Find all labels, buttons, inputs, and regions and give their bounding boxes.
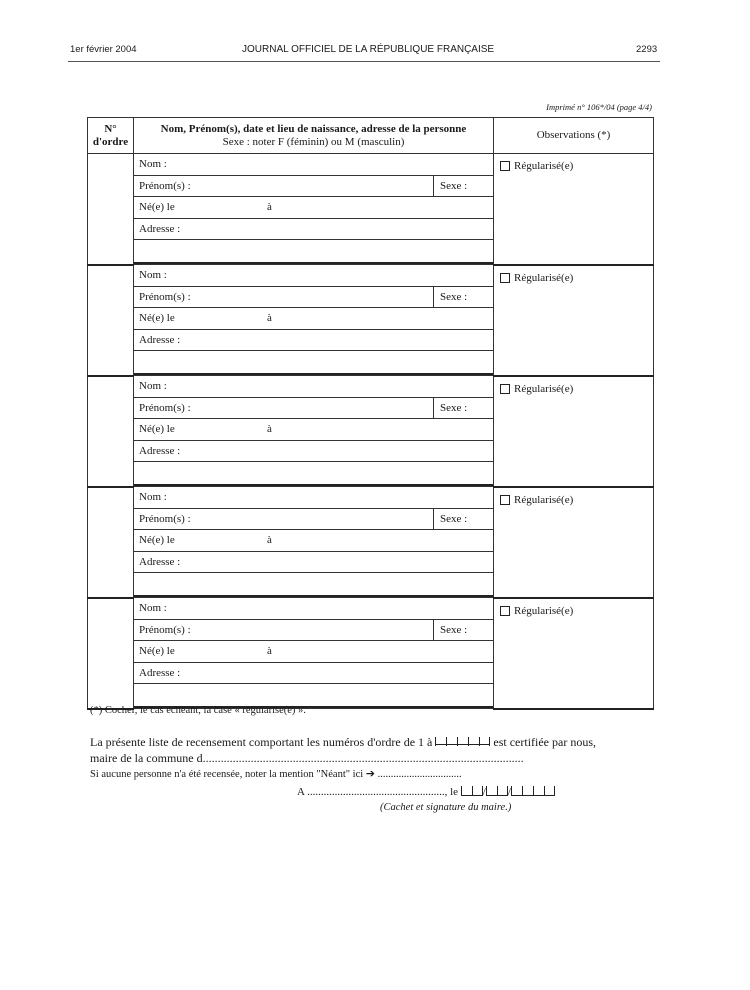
certification-line-1 — [90, 735, 596, 750]
nom-label: Nom : — [139, 491, 167, 504]
place-date-line: A .................................................., le / / — [297, 786, 555, 798]
col-person-line1: Nom, Prénom(s), date et lieu de naissance, adresse de la personne — [160, 123, 467, 136]
ne-le-label: Né(e) le — [139, 534, 175, 547]
regularise-checkbox[interactable] — [500, 161, 510, 171]
adresse-label: Adresse : — [139, 223, 181, 236]
col-number-line1: N° — [104, 123, 117, 136]
table-header-row — [88, 118, 654, 154]
col-header-observations: Observations (*) — [494, 118, 654, 154]
adresse-continuation-line[interactable] — [134, 240, 493, 262]
order-number-cell[interactable] — [88, 265, 134, 376]
observations-cell — [494, 154, 654, 265]
certification-line-2: maire de la commune d........................................................................................................... — [90, 751, 524, 765]
order-number-cell[interactable] — [88, 598, 134, 709]
person-fields-cell — [134, 487, 494, 598]
adresse-continuation-line[interactable] — [134, 684, 493, 706]
adresse-label: Adresse : — [139, 445, 181, 458]
arrow-right-icon: ➔ — [365, 767, 375, 780]
sexe-label[interactable]: Sexe : — [433, 509, 493, 530]
form-reference: Imprimé n° 106*/04 (page 4/4) — [546, 102, 652, 112]
prenom-label: Prénom(s) : — [139, 623, 191, 636]
header-date: 1er février 2004 — [70, 44, 137, 55]
date-prefix: le — [450, 786, 459, 798]
nom-line[interactable] — [134, 598, 493, 620]
nom-line[interactable] — [134, 154, 493, 176]
nom-label: Nom : — [139, 269, 167, 282]
col-header-number — [88, 118, 134, 154]
person-fields-cell — [134, 154, 494, 265]
regularise-label: Régularisé(e) — [514, 493, 574, 506]
prenom-label: Prénom(s) : — [139, 179, 191, 192]
lieu-label: à — [267, 423, 272, 436]
cert-text-b: est certifiée par nous, — [493, 735, 596, 749]
regularise-label: Régularisé(e) — [514, 271, 574, 284]
nom-label: Nom : — [139, 380, 167, 393]
nom-line[interactable] — [134, 265, 493, 287]
order-number-cell[interactable] — [88, 376, 134, 487]
adresse-line[interactable] — [134, 330, 493, 352]
observations-cell — [494, 487, 654, 598]
date-month-boxes[interactable] — [486, 786, 508, 796]
regularise-checkbox[interactable] — [500, 606, 510, 616]
table-row — [88, 154, 654, 265]
observations-cell — [494, 598, 654, 709]
naissance-line[interactable] — [134, 197, 493, 219]
ne-le-label: Né(e) le — [139, 201, 175, 214]
nom-label: Nom : — [139, 602, 167, 615]
prenom-line[interactable] — [134, 620, 493, 642]
table-row — [88, 376, 654, 487]
neant-field[interactable]: ................................ — [377, 769, 462, 780]
sexe-label[interactable]: Sexe : — [433, 287, 493, 308]
person-fields-cell — [134, 376, 494, 487]
table-row — [88, 598, 654, 709]
nom-line[interactable] — [134, 376, 493, 398]
adresse-label: Adresse : — [139, 556, 181, 569]
prenom-label: Prénom(s) : — [139, 401, 191, 414]
header-journal-title: JOURNAL OFFICIEL DE LA RÉPUBLIQUE FRANÇAISE — [242, 44, 495, 55]
signature-note: (Cachet et signature du maire.) — [380, 802, 512, 813]
table-row — [88, 265, 654, 376]
date-year-boxes[interactable] — [511, 786, 555, 796]
regularise-checkbox[interactable] — [500, 495, 510, 505]
sexe-label[interactable]: Sexe : — [433, 620, 493, 641]
census-table — [87, 117, 654, 710]
neant-instruction: Si aucune personne n'a été recensée, noter la mention "Néant" ici — [90, 769, 364, 780]
nom-line[interactable] — [134, 487, 493, 509]
place-field[interactable]: .................................................., — [307, 786, 448, 798]
prenom-line[interactable] — [134, 398, 493, 420]
date-day-boxes[interactable] — [461, 786, 483, 796]
prenom-line[interactable] — [134, 509, 493, 531]
adresse-continuation-line[interactable] — [134, 351, 493, 373]
person-fields-cell — [134, 265, 494, 376]
sexe-label[interactable]: Sexe : — [433, 398, 493, 419]
prenom-label: Prénom(s) : — [139, 512, 191, 525]
footnote: (*) Cocher, le cas échéant, la case « régularisé(e) ». — [90, 705, 306, 716]
cert-text-a: La présente liste de recensement comportant les numéros d'ordre de 1 à — [90, 735, 433, 749]
adresse-continuation-line[interactable] — [134, 573, 493, 595]
regularise-checkbox[interactable] — [500, 384, 510, 394]
order-number-cell[interactable] — [88, 487, 134, 598]
naissance-line[interactable] — [134, 641, 493, 663]
sexe-label[interactable]: Sexe : — [433, 176, 493, 197]
lieu-label: à — [267, 312, 272, 325]
certification-line-3 — [90, 767, 462, 780]
regularise-checkbox[interactable] — [500, 273, 510, 283]
regularise-label: Régularisé(e) — [514, 382, 574, 395]
adresse-label: Adresse : — [139, 667, 181, 680]
table-row — [88, 487, 654, 598]
adresse-continuation-line[interactable] — [134, 462, 493, 484]
adresse-line[interactable] — [134, 219, 493, 241]
prenom-line[interactable] — [134, 287, 493, 309]
adresse-line[interactable] — [134, 552, 493, 574]
lieu-label: à — [267, 645, 272, 658]
person-fields-cell — [134, 598, 494, 709]
prenom-label: Prénom(s) : — [139, 290, 191, 303]
naissance-line[interactable] — [134, 419, 493, 441]
observations-cell — [494, 376, 654, 487]
ne-le-label: Né(e) le — [139, 312, 175, 325]
header-page-number: 2293 — [636, 44, 658, 55]
ne-le-label: Né(e) le — [139, 423, 175, 436]
place-prefix: A — [297, 786, 305, 798]
regularise-label: Régularisé(e) — [514, 160, 574, 172]
prenom-line[interactable] — [134, 176, 493, 198]
col-header-person — [134, 118, 494, 154]
order-number-cell[interactable] — [88, 154, 134, 265]
last-number-boxes[interactable] — [435, 735, 490, 745]
observations-cell — [494, 265, 654, 376]
naissance-line[interactable] — [134, 530, 493, 552]
naissance-line[interactable] — [134, 308, 493, 330]
adresse-line[interactable] — [134, 663, 493, 685]
adresse-label: Adresse : — [139, 334, 181, 347]
regularise-label: Régularisé(e) — [514, 604, 574, 617]
nom-label: Nom : — [139, 158, 167, 171]
header-rule — [68, 61, 660, 62]
lieu-label: à — [267, 534, 272, 547]
col-number-line2: d'ordre — [92, 135, 129, 148]
lieu-label: à — [267, 201, 272, 214]
adresse-line[interactable] — [134, 441, 493, 463]
col-person-line2: Sexe : noter F (féminin) ou M (masculin) — [222, 135, 405, 148]
ne-le-label: Né(e) le — [139, 645, 175, 658]
